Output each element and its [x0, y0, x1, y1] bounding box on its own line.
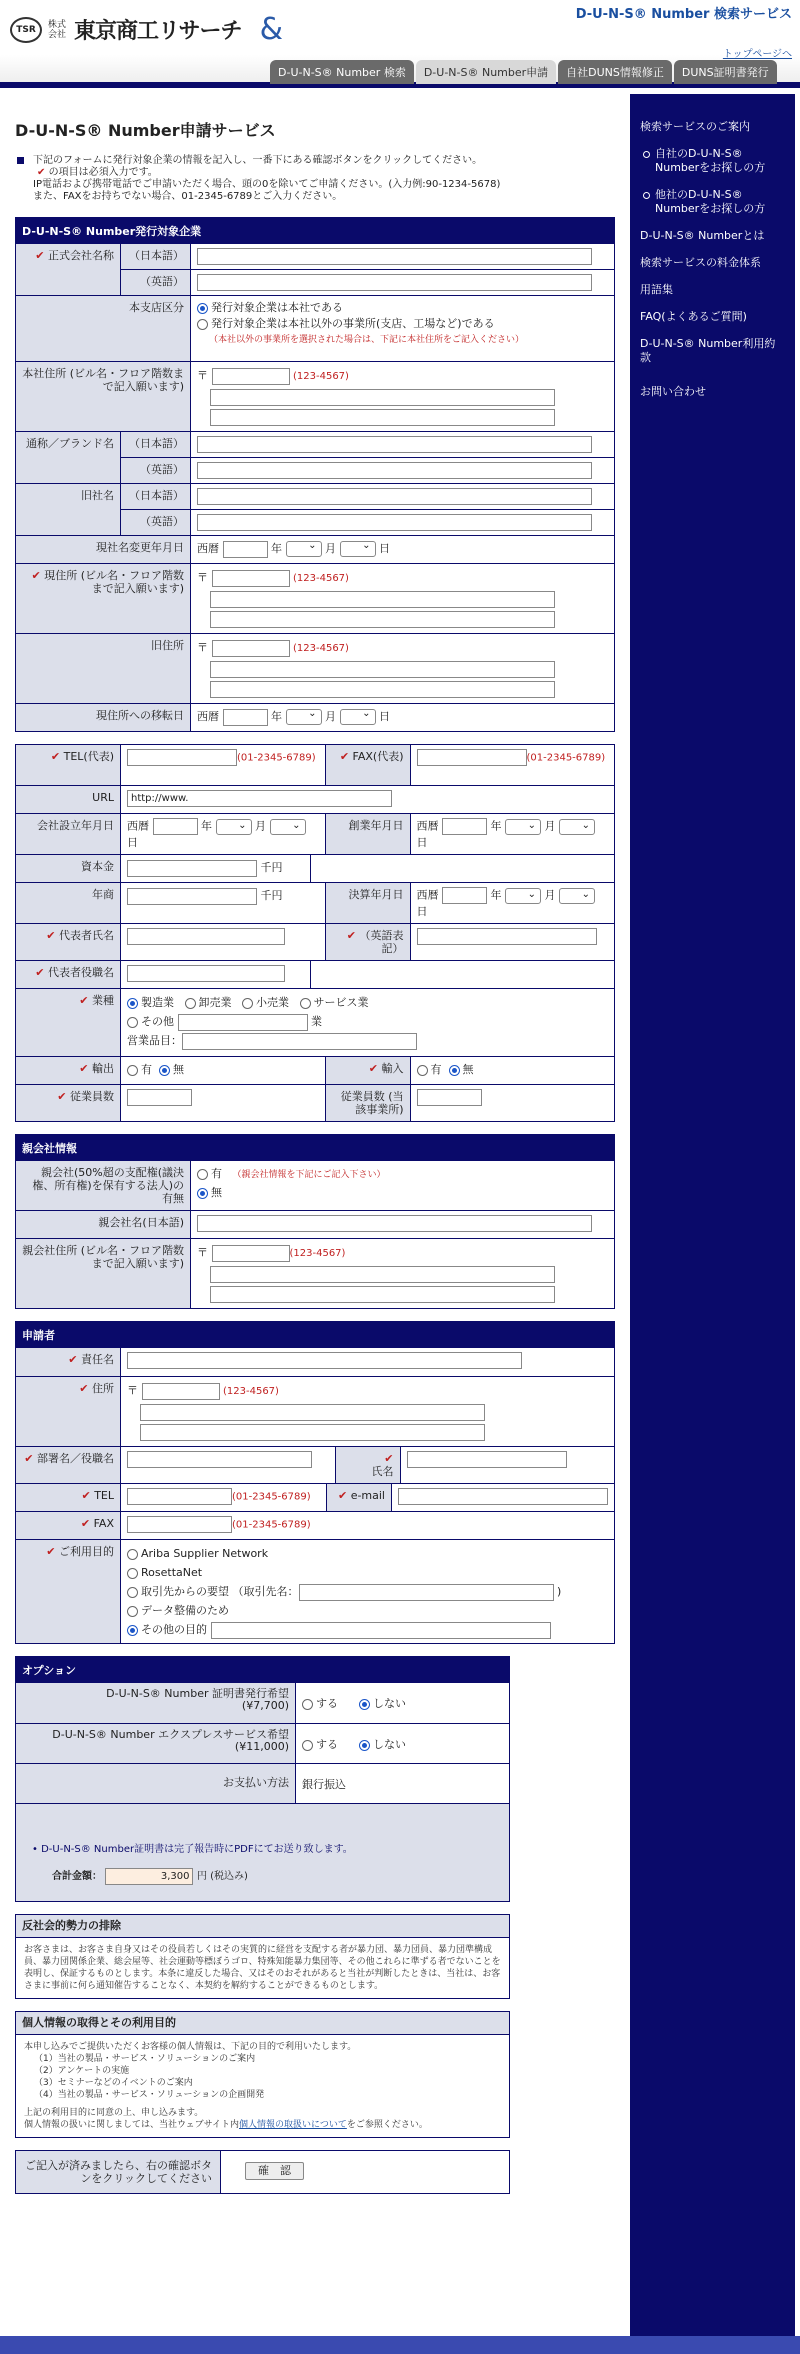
industry-retail-radio[interactable] — [242, 998, 253, 1009]
export-no-radio[interactable] — [159, 1065, 170, 1076]
no-label: しない — [372, 1697, 406, 1710]
sidebar-item-contact[interactable]: お問い合わせ — [640, 385, 706, 398]
move-day-select[interactable] — [340, 709, 376, 725]
import-yes-radio[interactable] — [417, 1065, 428, 1076]
sidebar — [630, 94, 795, 2354]
required-check-icon: ✔ — [79, 994, 89, 1007]
current-address-input-1[interactable] — [210, 591, 555, 608]
express-price: (¥11,000) — [234, 1740, 289, 1753]
tab-apply[interactable]: D-U-N-S® Number申請 — [416, 60, 556, 84]
sidebar-item-other[interactable]: 他社のD-U-N-S® Numberをお探しの方 — [640, 188, 785, 216]
cert-no-radio[interactable] — [359, 1699, 370, 1710]
year-label: 年 — [490, 888, 502, 902]
sidebar-item-own[interactable]: 自社のD-U-N-S® Numberをお探しの方 — [640, 147, 785, 175]
required-check-icon: ✔ — [50, 750, 61, 763]
hq-address-input-2[interactable] — [210, 409, 555, 426]
fiscal-label: 決算年月日 — [326, 883, 411, 923]
intro-text — [15, 155, 615, 203]
company-name-jp-input[interactable] — [197, 248, 592, 265]
zip-mark: 〒 — [197, 1246, 208, 1259]
jp-label: （日本語） — [121, 244, 191, 269]
brand-name-label: 通称／ブランド名 — [26, 437, 114, 450]
era-label: 西暦 — [416, 888, 439, 902]
name-change-year-input[interactable] — [223, 541, 268, 558]
privacy-box — [15, 2011, 510, 2138]
founded-year-input[interactable] — [153, 818, 198, 835]
bullet-icon: • — [32, 1844, 42, 1855]
zip-mark: 〒 — [127, 1384, 138, 1397]
privacy-line: （4）当社の製品・サービス・ソリューションの企画開発 — [34, 2089, 265, 2100]
purpose-opt-label: データ整備のため — [141, 1604, 229, 1617]
jp-label: （日本語） — [121, 484, 191, 509]
fax-hint: (01-2345-6789) — [526, 752, 606, 764]
year-label: 年 — [271, 710, 282, 723]
name-input[interactable] — [407, 1451, 567, 1468]
required-check-icon: ✔ — [80, 1517, 91, 1530]
branch-other-radio[interactable] — [197, 319, 208, 330]
required-check-icon: ✔ — [81, 1489, 91, 1502]
email-label: e-mail — [350, 1489, 385, 1502]
old-name-label: 旧社名 — [81, 489, 114, 502]
founded-month-select[interactable] — [216, 819, 252, 835]
confirm-text: ご記入が済みましたら、右の確認ボタンをクリックしてください — [16, 2151, 221, 2193]
month-label: 月 — [544, 888, 556, 902]
dept-label: 部署名／役職名 — [37, 1452, 114, 1465]
name-label: 氏名 — [371, 1465, 394, 1478]
employees-site-label: 従業員数 (当該事業所) — [326, 1085, 411, 1121]
required-check-icon: ✔ — [68, 1353, 78, 1366]
company-name-en-input[interactable] — [197, 274, 592, 291]
products-label: 営業品目： — [127, 1034, 182, 1047]
purpose-other-radio[interactable] — [127, 1625, 138, 1636]
sidebar-item-guide[interactable]: 検索サービスのご案内 — [640, 120, 750, 133]
en-label: （英語） — [121, 510, 191, 535]
applicant-tel-input[interactable] — [127, 1488, 232, 1505]
paren-label: ) — [557, 1585, 562, 1598]
en-label: （英語） — [121, 270, 191, 295]
hq-address-label: 本社住所 (ビル名・フロア階数まで記入願います) — [16, 362, 191, 431]
rep-en-input[interactable] — [417, 928, 597, 945]
industry-label: 業種 — [92, 994, 114, 1007]
parent-name-label: 親会社名(日本語) — [16, 1211, 191, 1238]
rep-title-input[interactable] — [127, 965, 285, 982]
privacy-line: （3）セミナーなどのイベントのご案内 — [34, 2077, 193, 2088]
month-label: 月 — [544, 819, 556, 833]
industry-other-radio[interactable] — [127, 1017, 138, 1028]
era-label: 西暦 — [197, 542, 219, 555]
purpose-label: ご利用目的 — [59, 1545, 114, 1558]
brand-name: 東京商工リサーチ — [74, 19, 242, 44]
purpose-other-input[interactable] — [211, 1622, 551, 1639]
parent-address-input-2[interactable] — [210, 1286, 555, 1303]
parent-zip-input[interactable] — [212, 1245, 290, 1262]
rep-name-label: 代表者氏名 — [59, 929, 114, 942]
industry-opt-label: サービス業 — [313, 996, 369, 1009]
fiscal-month-select[interactable] — [505, 888, 541, 904]
old-name-en-input[interactable] — [197, 514, 592, 531]
yes-label: 有 — [141, 1063, 152, 1076]
month-label: 月 — [325, 542, 336, 555]
no-label: 無 — [462, 1063, 474, 1076]
capital-input[interactable] — [127, 860, 257, 877]
service-title: D-U-N-S® Number 検索サービス — [575, 7, 792, 22]
required-check-icon: ✔ — [35, 966, 45, 979]
required-check-icon: ✔ — [35, 249, 45, 262]
required-check-icon: ✔ — [37, 167, 46, 178]
parent-note: （親会社情報を下記にご記入下さい） — [232, 1170, 386, 1180]
day-label: 日 — [127, 836, 138, 849]
applicant-address-input-1[interactable] — [140, 1404, 485, 1421]
hq-zip-input[interactable] — [212, 368, 290, 385]
year-label: 年 — [490, 819, 502, 833]
rep-en-label: （英語表記） — [359, 929, 404, 955]
no-label: 無 — [211, 1186, 222, 1199]
tab-edit[interactable]: 自社DUNS情報修正 — [558, 60, 672, 84]
current-zip-input[interactable] — [212, 570, 290, 587]
branch-note: （本社以外の事業所を選択された場合は、下記に本社住所をご記入ください） — [209, 335, 525, 345]
total-unit: 円 (税込み) — [196, 1871, 248, 1882]
confirm-button[interactable]: 確 認 — [245, 2162, 304, 2180]
move-year-input[interactable] — [223, 709, 268, 726]
branch-opt1-label: 発行対象企業は本社である — [211, 301, 343, 314]
zip-mark: 〒 — [197, 369, 208, 382]
intro-line-1: 下記のフォームに発行対象企業の情報を記入し、一番下にある確認ボタンをクリックしてください。 — [33, 155, 483, 166]
en-label: （英語） — [121, 458, 191, 483]
intro-line-2: の項目は必須入力です。 — [48, 167, 158, 178]
capital-label: 資本金 — [16, 855, 121, 882]
fiscal-day-select[interactable] — [559, 888, 595, 904]
antisocial-box — [15, 1914, 510, 1999]
box-title: 反社会的勢力の排除 — [16, 1915, 509, 1938]
parent-exists-label: 親会社(50%超の支配権(議決権、所有権)を保有する法人)の有無 — [16, 1161, 191, 1210]
required-check-icon: ✔ — [31, 569, 41, 582]
month-label: 月 — [255, 819, 266, 833]
purpose-opt-label: Ariba Supplier Network — [141, 1547, 269, 1560]
purpose-rosettanet-radio[interactable] — [127, 1568, 138, 1579]
top-page-link[interactable]: トップページへ — [722, 49, 792, 60]
url-input[interactable]: http://www. — [127, 790, 392, 807]
move-month-select[interactable] — [286, 709, 322, 725]
zip-hint: (123-4567) — [223, 1386, 279, 1397]
total-label: 合計金額： — [52, 1871, 102, 1882]
zip-hint: (123-4567) — [293, 643, 349, 654]
unit-label: 千円 — [260, 889, 283, 902]
total-value: 3,300 — [105, 1868, 193, 1885]
section-title: 親会社情報 — [16, 1135, 614, 1161]
fiscal-year-input[interactable] — [442, 887, 487, 904]
site-header — [0, 0, 800, 88]
company-logo[interactable] — [10, 12, 283, 47]
sidebar-item-terms[interactable]: D-U-N-S® Number利用約款 — [640, 337, 776, 364]
import-label: 輸入 — [381, 1062, 404, 1075]
zip-mark: 〒 — [197, 571, 208, 584]
applicant-address-input-2[interactable] — [140, 1424, 485, 1441]
yes-label: する — [316, 1738, 338, 1751]
yes-label: 有 — [211, 1167, 222, 1180]
zip-hint: (123-4567) — [293, 371, 349, 382]
name-change-label: 現社名変更年月日 — [16, 536, 191, 563]
tel-label: TEL(代表) — [63, 750, 114, 763]
applicant-section — [15, 1321, 615, 1644]
antisocial-text: お客さまは、お客さま自身又はその役員若しくはその実質的に経営を支配する者が暴力団、暴力団員、暴力団準構成員、暴力団関係企業、総会屋等、社会運動等標ぼうゴロ、特殊知能暴力集団等、その他これらに準ずる者でないことを表明し、保証するものとします。本条に違反した場合、又はそのおそれがあると当社が判断したときは、当社は、お客さまに事前に何ら通知催告することなく、本契約を解約することができるものとします。 — [24, 1944, 501, 1991]
logo-small-text: 株式会社 — [48, 19, 67, 40]
fax-hint: (01-2345-6789) — [232, 1519, 311, 1531]
purpose-opt-label: RosettaNet — [141, 1566, 203, 1579]
parent-address-input-1[interactable] — [210, 1266, 555, 1283]
employees-input[interactable] — [127, 1089, 192, 1106]
express-no-radio[interactable] — [359, 1740, 370, 1751]
current-address-label: 現住所 (ビル名・フロア階数まで記入願います) — [44, 569, 184, 595]
day-label: 日 — [416, 836, 428, 849]
era-label: 西暦 — [197, 710, 219, 723]
tel-hint: (01-2345-6789) — [232, 1491, 311, 1503]
tel-input[interactable] — [127, 749, 237, 766]
tab-search[interactable]: D-U-N-S® Number 検索 — [270, 60, 414, 84]
no-label: 無 — [173, 1063, 184, 1076]
industry-service-radio[interactable] — [300, 998, 311, 1009]
branch-hq-radio[interactable] — [197, 303, 208, 314]
tsr-logo-badge: TSR — [10, 17, 42, 43]
parent-name-input[interactable] — [197, 1215, 592, 1232]
square-bullet-icon — [17, 157, 24, 164]
day-label: 日 — [379, 542, 390, 555]
person-input[interactable] — [127, 1352, 522, 1369]
old-address-input-2[interactable] — [210, 681, 555, 698]
founded-day-select[interactable] — [270, 819, 306, 835]
privacy-line: 本申し込みでご提供いただくお客様の個人情報は、下記の目的で利用いたします。 — [24, 2041, 357, 2052]
fax-input[interactable] — [417, 749, 527, 766]
purpose-opt-label: 取引先からの要望 （取引先名： — [141, 1585, 299, 1598]
year-label: 年 — [271, 542, 282, 555]
required-check-icon: ✔ — [384, 1452, 394, 1465]
branch-opt2-label: 発行対象企業は本社以外の事業所(支店、工場など)である — [211, 317, 495, 330]
section-title: D-U-N-S® Number発行対象企業 — [16, 218, 614, 244]
branch-label: 本支店区分 — [16, 296, 191, 361]
industry-manufacturing-radio[interactable] — [127, 998, 138, 1009]
company-details-section — [15, 744, 615, 1122]
purpose-request-radio[interactable] — [127, 1587, 138, 1598]
brand-en-input[interactable] — [197, 462, 592, 479]
parent-no-radio[interactable] — [197, 1188, 208, 1199]
applicant-fax-input[interactable] — [127, 1516, 232, 1533]
required-check-icon: ✔ — [337, 1489, 348, 1502]
industry-opt-label: 小売業 — [256, 996, 289, 1009]
section-title: オプション — [16, 1657, 509, 1683]
industry-other-input[interactable] — [178, 1014, 308, 1031]
url-label: URL — [16, 786, 121, 813]
import-no-radio[interactable] — [449, 1065, 460, 1076]
products-input[interactable] — [182, 1033, 417, 1050]
industry-opt-label: その他 — [141, 1015, 174, 1028]
client-name-input[interactable] — [299, 1584, 554, 1601]
start-label: 創業年月日 — [326, 814, 411, 854]
jp-label: （日本語） — [121, 432, 191, 457]
employees-site-input[interactable] — [417, 1089, 482, 1106]
company-name-label: 正式会社名称 — [48, 249, 114, 262]
required-check-icon: ✔ — [24, 1452, 34, 1465]
page-title: D-U-N-S® Number申請サービス — [15, 121, 276, 140]
employees-label: 従業員数 — [70, 1090, 114, 1103]
box-title: 個人情報の取得とその利用目的 — [16, 2012, 509, 2035]
cert-yes-radio[interactable] — [302, 1699, 313, 1710]
privacy-policy-link[interactable]: 個人情報の取扱いについて — [239, 2119, 347, 2130]
required-check-icon: ✔ — [346, 929, 356, 942]
required-check-icon: ✔ — [368, 1062, 378, 1075]
old-name-jp-input[interactable] — [197, 488, 592, 505]
move-date-label: 現住所への移転日 — [16, 704, 191, 731]
tel-hint: (01-2345-6789) — [237, 752, 316, 764]
pay-label: お支払い方法 — [16, 1764, 296, 1803]
main-content — [15, 118, 615, 2206]
brand-jp-input[interactable] — [197, 436, 592, 453]
cert-price: (¥7,700) — [241, 1699, 289, 1712]
person-label: 責任名 — [81, 1353, 114, 1366]
required-check-icon: ✔ — [46, 929, 56, 942]
purpose-opt-label: その他の目的 — [141, 1623, 207, 1636]
tab-cert[interactable]: DUNS証明書発行 — [674, 60, 777, 84]
yes-label: 有 — [430, 1063, 442, 1076]
purpose-ariba-radio[interactable] — [127, 1549, 138, 1560]
name-change-day-select[interactable] — [340, 541, 376, 557]
founded-label: 会社設立年月日 — [16, 814, 121, 854]
export-yes-radio[interactable] — [127, 1065, 138, 1076]
month-label: 月 — [325, 710, 336, 723]
hq-address-input-1[interactable] — [210, 389, 555, 406]
required-check-icon: ✔ — [57, 1090, 67, 1103]
day-label: 日 — [379, 710, 390, 723]
address-label: 住所 — [92, 1382, 114, 1395]
zip-hint: (123-4567) — [289, 1248, 346, 1259]
sidebar-item-glossary[interactable]: 用語集 — [640, 283, 673, 296]
privacy-link-post: をご参照ください。 — [346, 2119, 428, 2130]
start-day-select[interactable] — [559, 819, 595, 835]
ampersand-icon: & — [259, 12, 283, 47]
industry-wholesale-radio[interactable] — [185, 998, 196, 1009]
cert-label: D-U-N-S® Number 証明書発行希望 — [106, 1687, 289, 1700]
day-label: 日 — [416, 905, 428, 918]
intro-line-4: また、FAXをお持ちでない場合、01-2345-6789とご入力ください。 — [33, 191, 343, 202]
purpose-data-radio[interactable] — [127, 1606, 138, 1617]
start-year-input[interactable] — [442, 818, 487, 835]
fax-label: FAX(代表) — [352, 750, 404, 763]
express-label: D-U-N-S® Number エクスプレスサービス希望 — [52, 1728, 289, 1741]
era-label: 西暦 — [416, 819, 439, 833]
parent-yes-radio[interactable] — [197, 1169, 208, 1180]
express-yes-radio[interactable] — [302, 1740, 313, 1751]
confirm-box — [15, 2150, 510, 2194]
old-address-input-1[interactable] — [210, 661, 555, 678]
footer-bar — [0, 2336, 800, 2354]
year-label: 年 — [201, 819, 212, 833]
required-check-icon: ✔ — [339, 750, 350, 763]
section-title: 申請者 — [16, 1322, 614, 1348]
privacy-line: 上記の利用目的に同意の上、申し込みます。 — [24, 2107, 204, 2118]
current-address-input-2[interactable] — [210, 611, 555, 628]
privacy-link-pre: 個人情報の扱いに関しましては、当社ウェブサイト内 — [24, 2119, 240, 2130]
tel-label: TEL — [94, 1489, 114, 1502]
privacy-line: （2）アンケートの実施 — [34, 2065, 130, 2076]
intro-line-3: IP電話および携帯電話でご申請いただく場合、頭の0を除いてご申請ください。(入力例:90-1234-5678) — [33, 179, 501, 190]
industry-opt-label: 製造業 — [141, 996, 174, 1009]
sidebar-item-about[interactable]: D-U-N-S® Numberとは — [640, 229, 765, 242]
required-check-icon: ✔ — [46, 1545, 56, 1558]
no-label: しない — [372, 1738, 406, 1751]
options-section — [15, 1656, 510, 1902]
parent-address-label: 親会社住所 (ビル名・フロア階数まで記入願います) — [16, 1239, 191, 1308]
zip-hint: (123-4567) — [293, 573, 349, 584]
sidebar-item-faq[interactable]: FAQ(よくあるご質問) — [640, 310, 747, 323]
zip-mark: 〒 — [197, 641, 208, 654]
email-input[interactable] — [398, 1488, 608, 1505]
era-label: 西暦 — [127, 819, 149, 833]
rep-title-label: 代表者役職名 — [48, 966, 114, 979]
required-check-icon: ✔ — [79, 1382, 89, 1395]
old-zip-input[interactable] — [212, 640, 290, 657]
name-change-month-select[interactable] — [286, 541, 322, 557]
parent-company-section — [15, 1134, 615, 1309]
required-check-icon: ✔ — [79, 1062, 89, 1075]
pay-value: 銀行振込 — [302, 1778, 346, 1791]
rep-name-input[interactable] — [127, 928, 285, 945]
dept-input[interactable] — [127, 1451, 312, 1468]
revenue-label: 年商 — [16, 883, 121, 923]
yes-label: する — [316, 1697, 338, 1710]
start-month-select[interactable] — [505, 819, 541, 835]
industry-opt-label: 卸売業 — [198, 996, 232, 1009]
nav-tabs — [270, 60, 777, 84]
privacy-line: （1）当社の製品・サービス・ソリューションのご案内 — [34, 2053, 256, 2064]
old-address-label: 旧住所 — [16, 634, 191, 703]
fax-label: FAX — [93, 1517, 114, 1530]
unit-label: 千円 — [260, 861, 283, 874]
export-label: 輸出 — [92, 1062, 114, 1075]
cert-note: D-U-N-S® Number証明書は完了報告時にPDFにてお送り致します。 — [41, 1844, 353, 1855]
industry-suffix: 業 — [311, 1015, 322, 1028]
target-company-section — [15, 217, 615, 732]
applicant-zip-input[interactable] — [142, 1383, 220, 1400]
revenue-input[interactable] — [127, 888, 257, 905]
sidebar-item-pricing[interactable]: 検索サービスの料金体系 — [640, 256, 761, 269]
